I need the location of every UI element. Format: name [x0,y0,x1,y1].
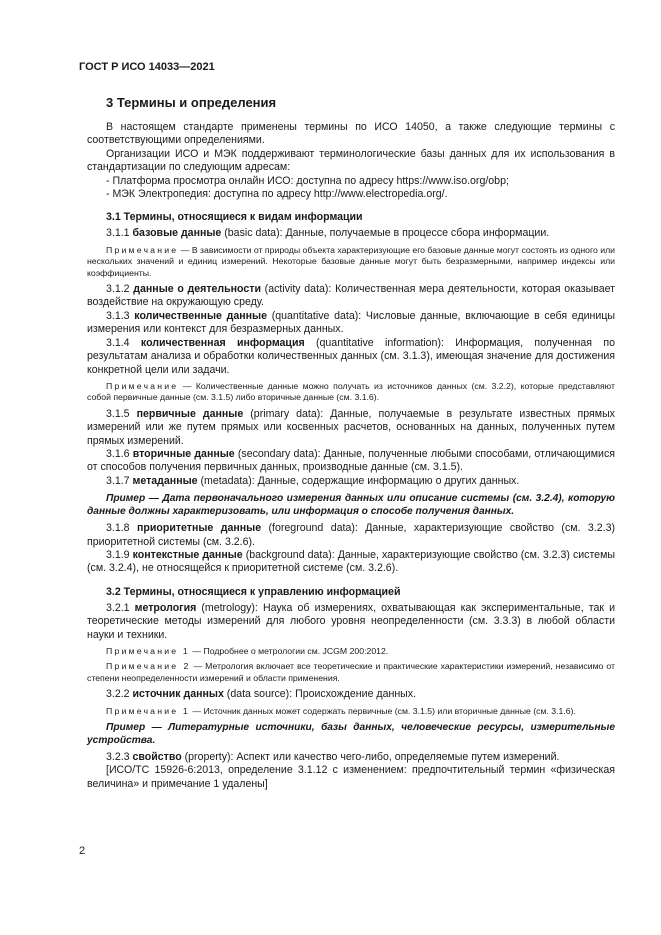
example: Пример — Литературные источники, базы данных, человеческие ресурсы, измерительные устройства. [87,722,615,747]
section-title: 3 Термины и определения [106,95,277,110]
term-name: контекстные данные [132,548,243,561]
term-name: метаданные [132,474,198,487]
term-name: приоритетные данные [137,522,262,535]
page-number: 2 [79,845,86,857]
note: Примечание 2 — Метрология включает все теоретические и практические характеристики измерений, независимо от степени неопределенности измерений и области применения. [87,661,615,683]
term-definition: 3.1.6 вторичные данные (secondary data): Данные, полученные любыми способами, отличающимися от способов получения первичных данных, производные данные (см. 3.1.5). [87,447,615,474]
term-name: количественная информация [140,336,305,349]
term-definition: 3.1.3 количественные данные (quantitative data): Числовые данные, включающие в себя единицы измерения или контекст для безразмерных данных. [87,309,615,336]
intro-paragraph: В настоящем стандарте применены термины по ИСО 14050, а также следующие термины с соответствующими определениями. [87,121,615,147]
term-definition: 3.1.2 данные о деятельности (activity data): Количественная мера деятельности, которая оказывает воздействие на окружающую среду. [87,283,615,309]
note: Примечание 1 — Подробнее о метрологии см. JCGM 200:2012. [106,646,389,656]
term-definition: 3.1.8 приоритетные данные (foreground data): Данные, характеризующие свойство (см. 3.2.3) приоритетной системы (см. 3.2.6). [87,522,616,548]
term-definition: 3.1.9 контекстные данные (background data): Данные, характеризующие свойство (см. 3.2.3) системы (см. 3.2.4), не относящейся к приоритетной системе (см. 3.2.6). [87,548,615,575]
list-item: - МЭК Электропедия: доступна по адресу http://www.electropedia.org/. [106,188,448,201]
subsection-title: 3.1 Термины, относящиеся к видам информации [106,211,363,224]
source-reference: [ИСО/ТС 15926-6:2013, определение 3.1.12 с изменением: предпочтительный термин «физическая величина» и примечание 1 удалены] [87,764,615,790]
example: Пример — Дата первоначального измерения данных или описание системы (см. 3.2.4), которую данные должны характеризовать, или информация о способе получения данных. [87,493,615,518]
term-definition: 3.1.7 метаданные (metadata): Данные, содержащие информацию о других данных. [106,474,520,487]
term-name: данные о деятельности [133,283,261,296]
list-item: - Платформа просмотра онлайн ИСО: доступна по адресу https://www.iso.org/obp; [106,174,509,187]
term-name: количественные данные [134,309,267,322]
intro-paragraph: Организации ИСО и МЭК поддерживают терминологические базы данных для их использования в стандартизации по следующим адресам: [87,147,615,174]
note: Примечание — Количественные данные можно получать из источников данных (см. 3.2.2), которые представляют собой первичные данные (см. 3.1.5) либо вторичные данные (см. 3.1.6). [87,380,615,403]
term-name: источник данных [132,688,224,701]
term-definition: 3.1.1 базовые данные (basic data): Данные, получаемые в процессе сбора информации. [106,227,550,240]
term-definition: 3.2.1 метрология (metrology): Наука об измерениях, охватывающая как экспериментальные, так и теоретические методы измерений для любого уровня неопределенности (см. 3.3.3) в любой области науки и техники. [87,601,615,641]
term-name: первичные данные [136,407,244,420]
term-name: вторичные данные [132,447,235,460]
document-header: ГОСТ Р ИСО 14033—2021 [79,61,215,73]
term-name: метрология [134,601,197,614]
term-definition: 3.2.3 свойство (property): Аспект или качество чего-либо, определяемые путем измерений. [106,751,560,764]
note: Примечание — В зависимости от природы объекта характеризующие его базовые данные могут состоять из одного или нескольких значений и единиц измерений. Некоторые базовые данные могут быть безразмерными, например индексы или коэффициенты. [87,244,615,278]
subsection-title: 3.2 Термины, относящиеся к управлению информацией [106,585,401,598]
term-definition: 3.1.5 первичные данные (primary data): Данные, получаемые в результате известных прямых измерений или же путем прямых или косвенных расчетов, основанных на данных, полученных путем прямых измерений. [87,407,615,447]
term-name: базовые данные [132,227,222,240]
term-definition: 3.1.4 количественная информация (quantitative information): Информация, полученная по результатам анализа и обработки количественных данных (см. 3.1.3), имеющая значение для достижения конкретной цели или задачи. [87,336,616,376]
term-name: свойство [132,751,182,764]
term-definition: 3.2.2 источник данных (data source): Происхождение данных. [106,688,417,701]
page-content [87,95,615,791]
note: Примечание 1 — Источник данных может содержать первичные (см. 3.1.5) или вторичные данные (см. 3.1.6). [106,705,576,716]
